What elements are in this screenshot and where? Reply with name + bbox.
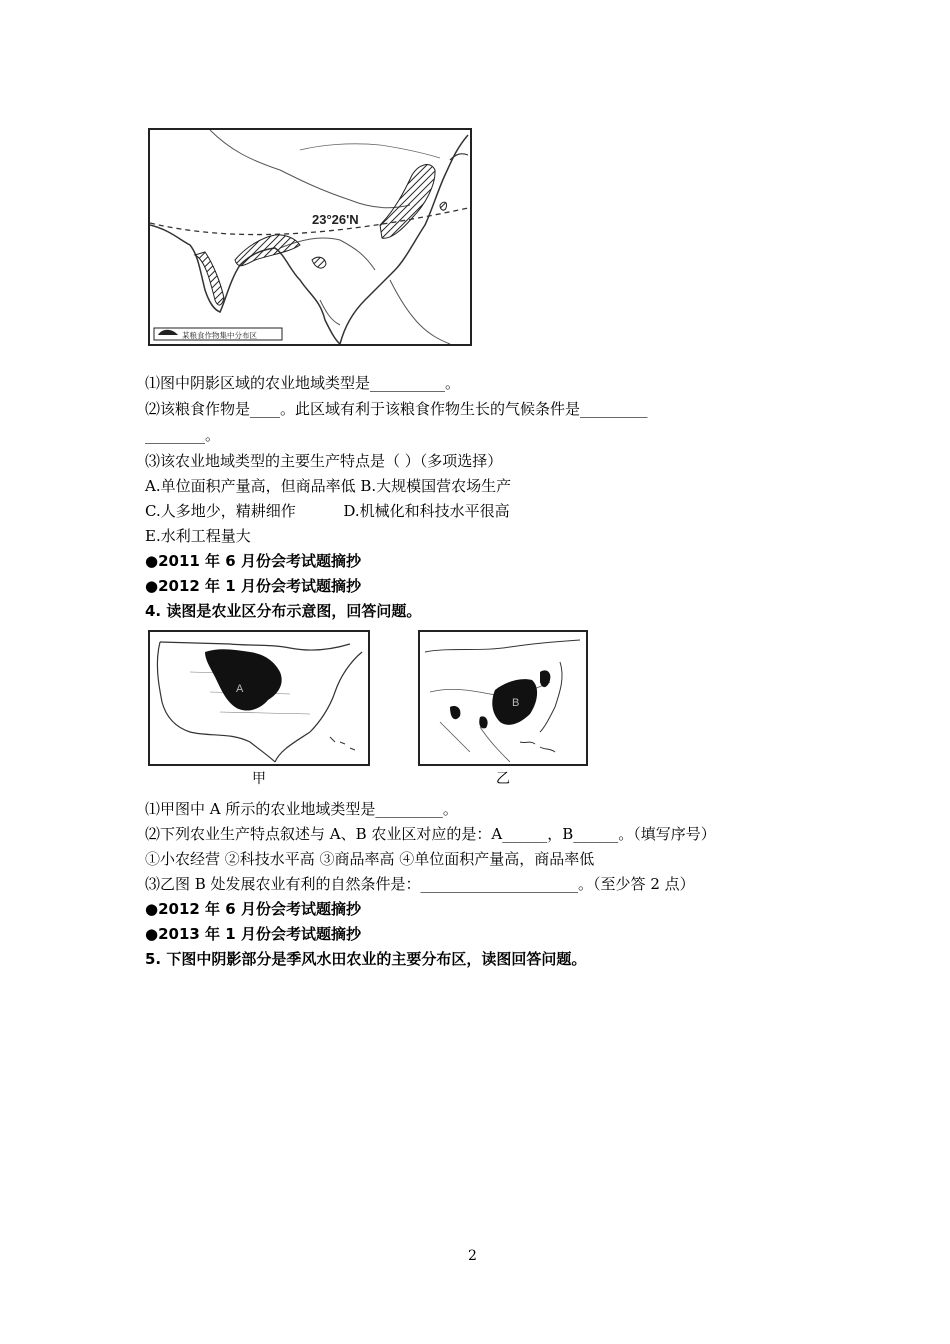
usa-agriculture-map [148,630,370,766]
rice-region-southeast-asia [479,716,487,728]
q4-sub3: ⑶乙图 B 处发展农业有利的自然条件是：_____________________。（至少答 2 点） [145,875,695,893]
q3-sub2: ⑵该粮食作物是____。此区域有利于该粮食作物生长的气候条件是_________ [145,400,648,418]
section-heading-2013-1: ●2013 年 1 月份会考试题摘抄 [145,925,361,943]
q4-sub2-options: ①小农经营 ②科技水平高 ③商品率高 ④单位面积产量高，商品率低 [145,850,595,868]
section-heading-2012-6: ●2012 年 6 月份会考试题摘抄 [145,900,361,918]
q3-sub2-continued: ________。 [145,426,221,444]
option-e: E.水利工程量大 [145,527,251,545]
latitude-label: 23°26'N [312,212,359,227]
page-number: 2 [468,1248,477,1264]
east-asia-agriculture-map [418,630,588,766]
question-4-title: 4. 读图是农业区分布示意图，回答问题。 [145,602,422,620]
q4-sub1: ⑴甲图中 A 所示的农业地域类型是_________。 [145,800,458,818]
asia-map-drawing [150,130,470,344]
legend-label: 某粮食作物集中分布区 [182,331,257,340]
rice-region-india [450,706,460,719]
east-asia-map-drawing [420,632,586,764]
caption-jia: 甲 [252,771,266,787]
q3-sub3: ⑶该农业地域类型的主要生产特点是（ ）（多项选择） [145,452,503,470]
label-a: A [236,683,244,695]
question-5-title: 5. 下图中阴影部分是季风水田农业的主要分布区，读图回答问题。 [145,950,587,968]
section-heading-2012-1: ●2012 年 1 月份会考试题摘抄 [145,577,361,595]
option-c-d: C.人多地少，精耕细作 D.机械化和科技水平很高 [145,502,510,520]
usa-map-drawing [150,632,368,764]
label-b: B [512,697,520,709]
corn-belt-region [205,649,282,710]
caption-yi: 乙 [496,771,510,787]
rice-region-japan [540,670,550,687]
asia-rice-map [148,128,472,346]
q4-sub2: ⑵下列农业生产特点叙述与 A、B 农业区对应的是：A______，B______。（填写序号） [145,825,716,843]
q3-sub1: ⑴图中阴影区域的农业地域类型是__________。 [145,374,461,392]
tropic-of-cancer-line [150,208,468,235]
option-a-b: A.单位面积产量高，但商品率低 B.大规模国营农场生产 [145,477,512,495]
section-heading-2011-6: ●2011 年 6 月份会考试题摘抄 [145,552,361,570]
